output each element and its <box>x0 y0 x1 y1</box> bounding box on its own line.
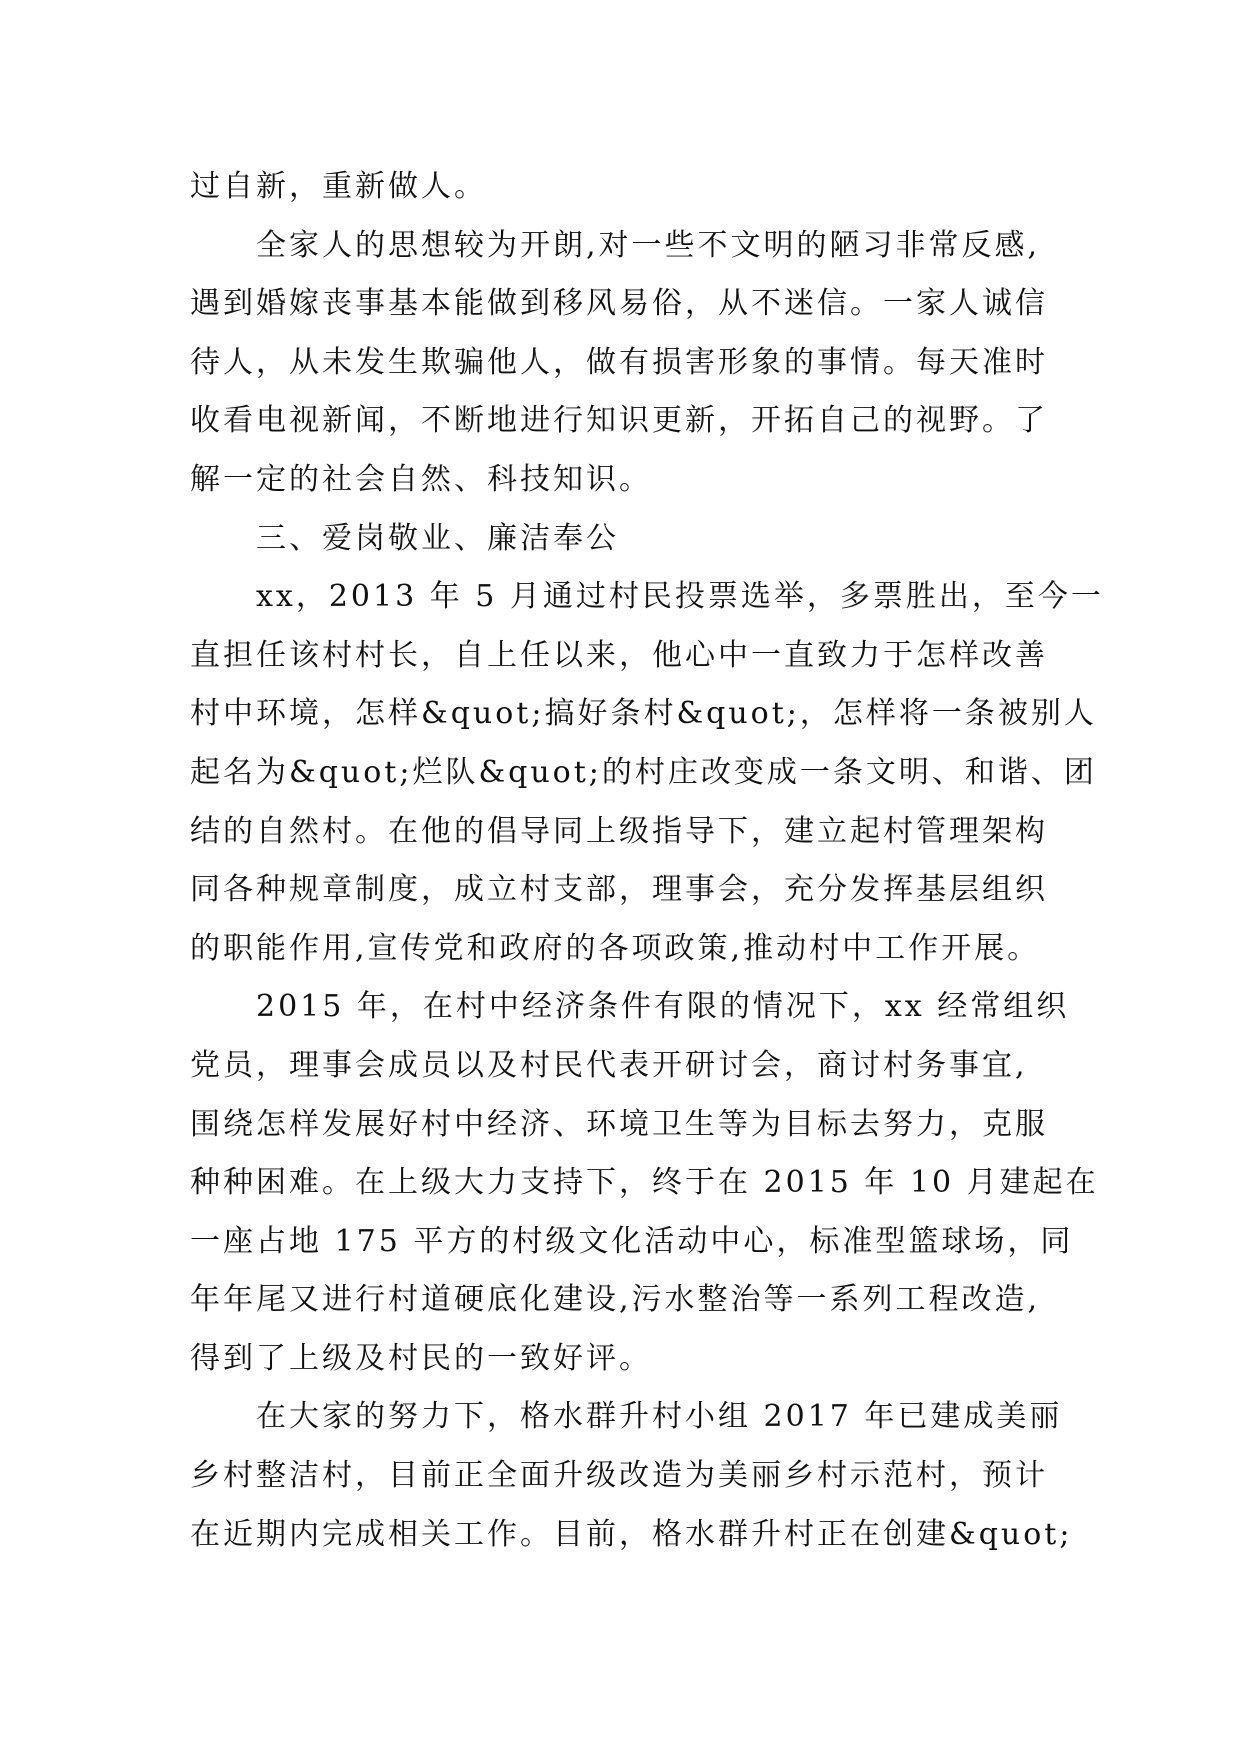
text-line: 遇到婚嫁丧事基本能做到移风易俗，从不迷信。一家人诚信 <box>190 286 1048 322</box>
text-line: 解一定的社会自然、科技知识。 <box>190 461 652 497</box>
text-line: 种种困难。在上级大力支持下，终于在 2015 年 10 月建起在 <box>190 1165 1099 1201</box>
text-line: 围绕怎样发展好村中经济、环境卫生等为目标去努力，克服 <box>190 1106 1048 1142</box>
text-line: 2015 年，在村中经济条件有限的情况下，xx 经常组织 <box>256 989 1070 1025</box>
text-line: 在近期内完成相关工作。目前，格水群升村正在创建&quot; <box>190 1516 1073 1552</box>
body-text <box>190 158 1104 1564</box>
text-line: 过自新，重新做人。 <box>190 169 487 204</box>
text-line: 得到了上级及村民的一致好评。 <box>190 1340 652 1376</box>
text-line: 起名为&quot;烂队&quot;的村庄改变成一条文明、和谐、团 <box>190 754 1097 790</box>
text-line: 收看电视新闻，不断地进行知识更新，开拓自己的视野。了 <box>190 403 1048 439</box>
text-line: 党员，理事会成员以及村民代表开研讨会，商讨村务事宜, <box>190 1047 1028 1083</box>
text-line: 年年尾又进行村道硬底化建设,污水整治等一系列工程改造, <box>190 1282 1041 1318</box>
text-line: 在大家的努力下，格水群升村小组 2017 年已建成美丽 <box>256 1399 1063 1435</box>
text-line: 待人，从未发生欺骗他人，做有损害形象的事情。每天准时 <box>190 344 1048 380</box>
text-line: 全家人的思想较为开朗,对一些不文明的陋习非常反感, <box>256 227 1041 263</box>
text-line: xx，2013 年 5 月通过村民投票选举，多票胜出，至今一 <box>256 579 1104 615</box>
text-line: 同各种规章制度，成立村支部，理事会，充分发挥基层组织 <box>190 872 1048 908</box>
text-line: 乡村整洁村，目前正全面升级改造为美丽乡村示范村，预计 <box>190 1458 1048 1494</box>
text-line: 结的自然村。在他的倡导同上级指导下，建立起村管理架构 <box>190 813 1048 849</box>
text-line: 村中环境，怎样&quot;搞好条村&quot;，怎样将一条被别人 <box>190 696 1097 732</box>
text-line: 一座占地 175 平方的村级文化活动中心，标准型篮球场，同 <box>190 1223 1074 1259</box>
text-line: 的职能作用,宣传党和政府的各项政策,推动村中工作开展。 <box>190 930 1041 966</box>
text-line: 三、爱岗敬业、廉洁奉公 <box>256 520 619 556</box>
text-line: 直担任该村村长，自上任以来，他心中一直致力于怎样改善 <box>190 637 1048 673</box>
